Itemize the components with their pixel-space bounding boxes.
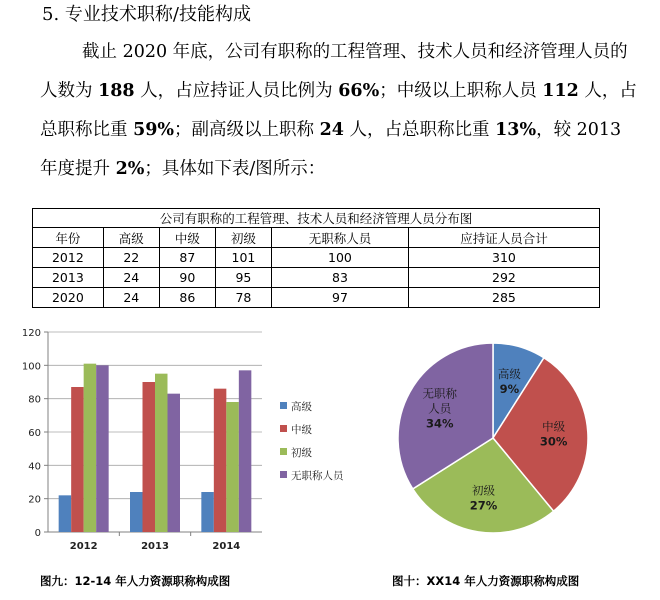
x-tick-label: 2013 bbox=[141, 541, 169, 552]
increase-2: 2% bbox=[115, 159, 145, 179]
legend-label: 中级 bbox=[291, 424, 312, 436]
pie-chart-caption: 图十：XX14 年人力资源职称构成图 bbox=[392, 574, 580, 588]
y-tick-label: 40 bbox=[28, 461, 41, 473]
y-tick-label: 80 bbox=[28, 394, 41, 406]
slice-percent-label: 9% bbox=[499, 381, 520, 396]
legend-label: 初级 bbox=[291, 447, 312, 459]
bar bbox=[84, 364, 97, 532]
section-heading: 5. 专业技术职称/技能构成 bbox=[42, 4, 251, 25]
ratio-59: 59% bbox=[133, 120, 175, 140]
y-tick-label: 60 bbox=[28, 428, 41, 439]
legend-swatch bbox=[280, 448, 287, 455]
table-cell: 22 bbox=[103, 248, 159, 268]
legend-swatch bbox=[280, 402, 287, 409]
bar bbox=[214, 389, 227, 532]
bar bbox=[59, 495, 72, 532]
y-tick-label: 100 bbox=[21, 361, 41, 373]
header-cell: 无职称人员 bbox=[271, 228, 408, 248]
bar bbox=[168, 394, 181, 532]
legend-swatch bbox=[280, 471, 287, 478]
table-cell: 90 bbox=[159, 268, 215, 288]
y-tick-label: 120 bbox=[21, 328, 41, 339]
pie-chart bbox=[350, 320, 650, 570]
header-cell: 高级 bbox=[103, 228, 159, 248]
table-cell: 24 bbox=[103, 268, 159, 288]
body-paragraph: 截止 2020 年底，公司有职称的工程管理、技术人员和经济管理人员的人数为 188 人，占应持证人员比例为 66%；中级以上职称人员 112 人，占总职称比重 59%；副高级以上职称 24 人，占总职称比重 13%，较 2013 年度提升 2%；具体如下表/图所示： bbox=[40, 42, 637, 179]
header-cell: 中级 bbox=[159, 228, 215, 248]
bar-chart bbox=[10, 320, 350, 570]
legend-label: 无职称人员 bbox=[291, 470, 344, 482]
table-row bbox=[33, 268, 600, 288]
header-cell: 应持证人员合计 bbox=[408, 228, 599, 248]
table-cell: 86 bbox=[159, 288, 215, 308]
bar bbox=[143, 382, 156, 532]
table-cell: 83 bbox=[271, 268, 408, 288]
x-tick-label: 2014 bbox=[212, 541, 241, 552]
slice-percent-label: 34% bbox=[425, 416, 454, 431]
table-title: 公司有职称的工程管理、技术人员和经济管理人员分布图 bbox=[33, 209, 600, 228]
slice-name-label: 无职称 bbox=[422, 386, 457, 401]
header-cell: 年份 bbox=[33, 228, 104, 248]
table-cell: 87 bbox=[159, 248, 215, 268]
slice-percent-label: 30% bbox=[539, 434, 568, 449]
ratio-13: 13% bbox=[495, 120, 537, 140]
bar-chart-caption: 图九：12-14 年人力资源职称构成图 bbox=[40, 574, 231, 588]
count-24: 24 bbox=[319, 120, 344, 140]
ratio-66: 66% bbox=[338, 81, 380, 101]
slice-name-label: 高级 bbox=[497, 366, 521, 381]
bar bbox=[226, 402, 239, 532]
table-header-row bbox=[33, 228, 600, 248]
table-cell: 292 bbox=[408, 268, 599, 288]
table-cell: 2020 bbox=[33, 288, 104, 308]
slice-name-label: 初级 bbox=[471, 483, 495, 498]
table-cell: 310 bbox=[408, 248, 599, 268]
bar bbox=[130, 492, 143, 532]
slice-name-label: 中级 bbox=[542, 419, 566, 434]
bar bbox=[71, 387, 84, 532]
distribution-table bbox=[32, 208, 600, 308]
table-cell: 285 bbox=[408, 288, 599, 308]
legend-label: 高级 bbox=[291, 401, 312, 413]
count-188: 188 bbox=[98, 81, 135, 101]
y-tick-label: 0 bbox=[34, 528, 41, 539]
table-cell: 101 bbox=[215, 248, 271, 268]
bar bbox=[155, 374, 168, 532]
table-cell: 2013 bbox=[33, 268, 104, 288]
table-row bbox=[33, 288, 600, 308]
table-cell: 95 bbox=[215, 268, 271, 288]
header-cell: 初级 bbox=[215, 228, 271, 248]
table-row bbox=[33, 248, 600, 268]
slice-name-label: 人员 bbox=[428, 401, 452, 416]
bar bbox=[239, 370, 252, 532]
table-cell: 78 bbox=[215, 288, 271, 308]
slice-percent-label: 27% bbox=[469, 498, 498, 513]
table-title-row bbox=[33, 209, 600, 228]
table-cell: 97 bbox=[271, 288, 408, 308]
y-tick-label: 20 bbox=[28, 494, 41, 506]
x-tick-label: 2012 bbox=[69, 541, 98, 552]
count-112: 112 bbox=[542, 81, 579, 101]
table-cell: 24 bbox=[103, 288, 159, 308]
table-cell: 2012 bbox=[33, 248, 104, 268]
bar bbox=[96, 365, 109, 532]
table-cell: 100 bbox=[271, 248, 408, 268]
bar bbox=[201, 492, 214, 532]
legend-swatch bbox=[280, 425, 287, 432]
